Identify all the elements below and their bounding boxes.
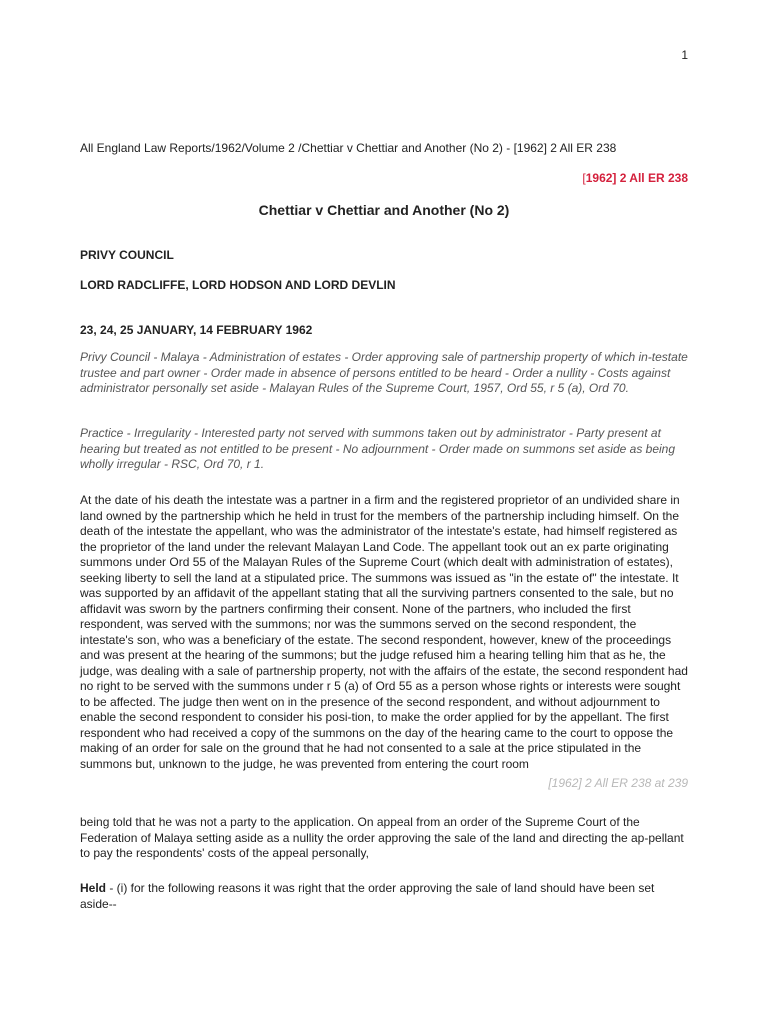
held-text: - (i) for the following reasons it was right that the order approving the sale of land should have been set aside--: [80, 881, 655, 911]
hearing-dates: 23, 24, 25 JANUARY, 14 FEBRUARY 1962: [80, 323, 313, 337]
judges-list: LORD RADCLIFFE, LORD HODSON AND LORD DEVLIN: [80, 278, 396, 292]
headnote-paragraph-continued: being told that he was not a party to the application. On appeal from an order of the Supreme Court of the Federation of Malaya setting aside as a nullity the order approving the sale of the land and directing the ap-pellant to pay the respondents' costs of the appeal personally,: [80, 815, 684, 860]
catchwords-practice: Practice - Irregularity - Interested party not served with summons taken out by administrator - Party present at hearing but treated as not entitled to be present - No adjournment - Order made on summons set aside as being wholly irregular - RSC, Ord 70, r 1.: [80, 426, 676, 471]
page-number: 1: [681, 48, 688, 62]
report-header: All England Law Reports/1962/Volume 2 /Chettiar v Chettiar and Another (No 2) - [1962] 2 All ER 238: [80, 141, 617, 155]
headnote-paragraph: At the date of his death the intestate was a partner in a firm and the registered proprietor of an undivided share in land owned by the partnership which he held in trust for the members of the partnership including himself. On the death of the intestate the appellant, who was the administrator of the intestate's estate, had himself registered as the proprietor of the land under the relevant Malayan Land Code. The appellant took out an ex parte originating summons under Ord 55 of the Malayan Rules of the Supreme Court (which dealt with administration of estates), seeking liberty to sell the land at a stipulated price. The summons was issued as "in the estate of" the intestate. It was supported by an affidavit of the appellant stating that all the surviving partners consented to the sale, but no affidavit was sworn by the partners confirming their consent. None of the partners, who included the first respondent, was served with the summons; nor was the summons served on the second respondent, the intestate's son, who was a beneficiary of the estate. The second respondent, however, knew of the proceedings and was present at the hearing of the summons; but the judge refused him a hearing telling him that as he, the judge, was dealing with a sale of partnership property, not with the affairs of the estate, the second respondent had no right to be served with the summons under r 5 (a) of Ord 55 as a person whose rights or interests were sought to be affected. The judge then went on in the presence of the second respondent, and without adjournment to enable the second respondent to consider his posi-tion, to make the order applied for by the appellant. The first respondent who had received a copy of the summons on the day of the hearing came to the court to oppose the making of an order for sale on the ground that he had not consented to a sale at the price stipulated in the summons but, unknown to the judge, he was prevented from entering the court room: [80, 493, 688, 771]
held-paragraph: [80, 881, 690, 912]
citation-text: 1962] 2 All ER 238: [585, 171, 688, 185]
catchwords-privy-council: Privy Council - Malaya - Administration of estates - Order approving sale of partnership property of which in-testate trustee and part owner - Order made in absence of persons entitled to be heard - Order a nullity - Costs against administrator personally set aside - Malayan Rules of the Supreme Court, 1957, Ord 55, r 5 (a), Ord 70.: [80, 350, 688, 395]
case-citation: [582, 171, 688, 185]
citation-open-bracket: [: [582, 171, 586, 185]
case-title: Chettiar v Chettiar and Another (No 2): [258, 202, 510, 218]
court-name: PRIVY COUNCIL: [80, 248, 174, 262]
held-label: Held: [80, 881, 107, 895]
page-reference: [1962] 2 All ER 238 at 239: [548, 776, 688, 790]
